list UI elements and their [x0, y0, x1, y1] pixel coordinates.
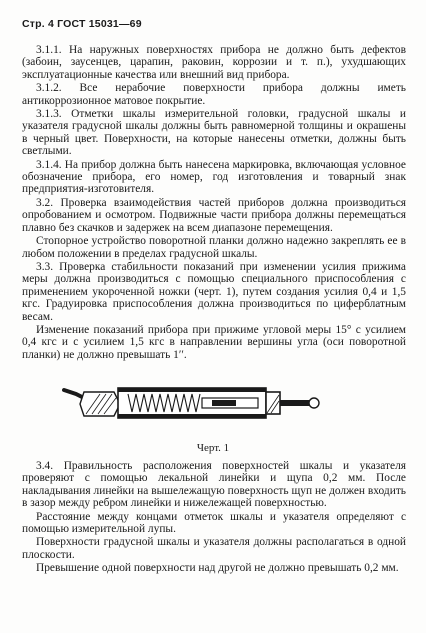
- paragraph: 3.1.1. На наружных поверхностях прибора не должно быть дефектов (забоин, заусенцев, царапин, раковин, коррозии и т. п.), ухудшающих эксплуатационные качества или внешний вид прибора.: [22, 44, 406, 81]
- spring-fixture-drawing: [62, 370, 322, 434]
- paragraph: Стопорное устройство поворотной планки должно надежно закреплять ее в любом положении в пределах градусной шкалы.: [22, 235, 406, 260]
- paragraph: Расстояние между концами отметок шкалы и указателя определяют с помощью измерительной лупы.: [22, 510, 406, 536]
- paragraph: Изменение показаний прибора при прижиме угловой меры 15° с усилием 0,4 кгс и с усилием 1,5 кгс в направлении вершины угла (оси поворотной планки) не должно превышать 1′′.: [22, 323, 406, 361]
- paragraph: Поверхности градусной шкалы и указателя должны располагаться в одной плоскости.: [22, 536, 406, 561]
- page-header: Стр. 4 ГОСТ 15031—69: [22, 18, 142, 30]
- text-block-bottom: [22, 460, 406, 575]
- paragraph: 3.1.2. Все нерабочие поверхности прибора должны иметь антикоррозионное матовое покрытие.: [22, 82, 406, 107]
- paragraph: 3.4. Правильность расположения поверхностей шкалы и указателя проверяют с помощью лекальной линейки и щупа 0,2 мм. После накладывания линейки на вышележащую поверхность щуп не должен входить в зазор между ребром линейки и нижележащей поверхностью.: [22, 460, 406, 510]
- paragraph: 3.3. Проверка стабильности показаний при изменении усилия прижима меры должна производиться с помощью специального приспособления с применением укороченной ножки (черт. 1), путем создания усилия 0,4 и 1,5 кгс. Градуировка приспособления должна производиться по циферблатным весам.: [22, 260, 406, 323]
- text-block-top: [22, 44, 406, 361]
- paragraph: 3.2. Проверка взаимодействия частей приборов должна производиться опробованием и осмотром. Подвижные части прибора должны перемещаться плавно без скачков и задержек на всем диапазоне перемещения.: [22, 196, 406, 234]
- paragraph: 3.1.3. Отметки шкалы измерительной головки, градусной шкалы и указателя градусной шкалы должны быть равномерной толщины и окрашены в черный цвет. Поверхности, на которые нанесены отметки, должны быть светлыми.: [22, 108, 406, 158]
- paragraph: Превышение одной поверхности над другой не должно превышать 0,2 мм.: [36, 562, 399, 575]
- paragraph: 3.1.4. На прибор должна быть нанесена маркировка, включающая условное обозначение прибора, его номер, год изготовления и товарный знак предприятия-изготовителя.: [22, 158, 406, 196]
- figure-caption: Черт. 1: [196, 442, 230, 454]
